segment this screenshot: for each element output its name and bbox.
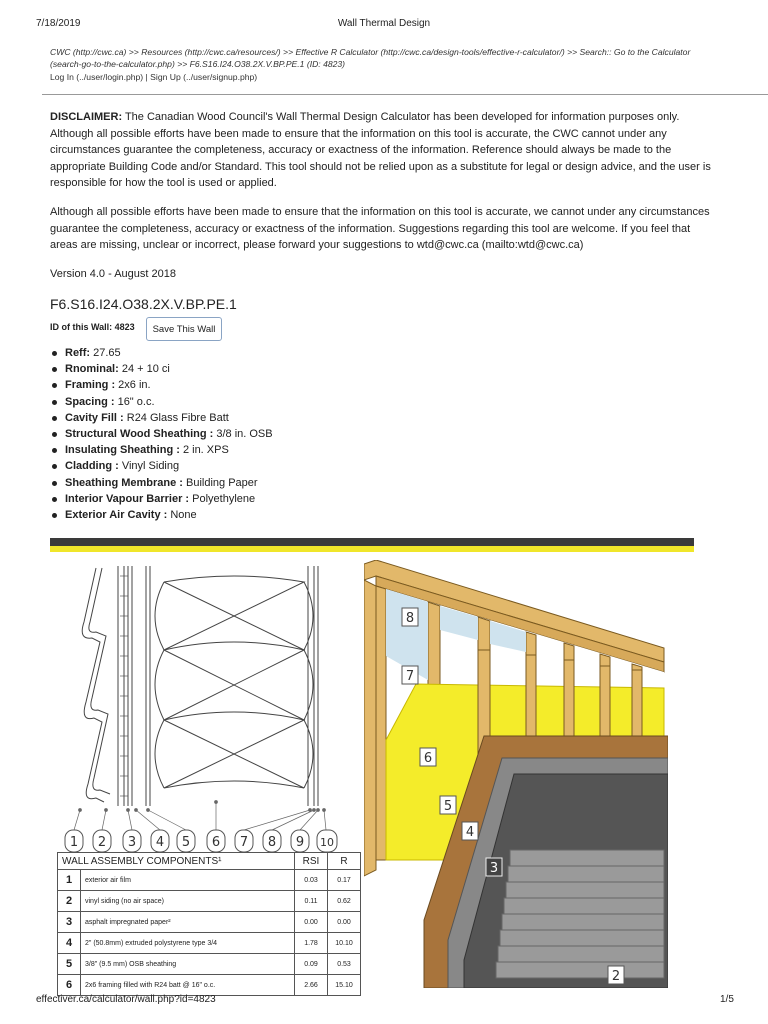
disclaimer-label: DISCLAIMER: xyxy=(50,111,123,123)
property-label: Framing : xyxy=(65,379,116,392)
property-value: Building Paper xyxy=(182,476,258,489)
row-description: asphalt impregnated paper² xyxy=(81,912,295,933)
property-item xyxy=(50,491,273,507)
property-value: 3/8 in. OSB xyxy=(213,427,273,440)
row-description: vinyl siding (no air space) xyxy=(81,891,295,912)
property-label: Sheathing Membrane : xyxy=(65,476,183,489)
property-item xyxy=(50,345,273,361)
disclaimer xyxy=(50,109,720,192)
property-value: Polyethylene xyxy=(189,492,256,505)
row-r: 0.17 xyxy=(328,870,361,891)
page-number: 1/5 xyxy=(720,994,734,1005)
row-number: 6 xyxy=(58,975,81,996)
version-text: Version 4.0 - August 2018 xyxy=(50,268,176,280)
row-rsi: 0.11 xyxy=(295,891,328,912)
table-row xyxy=(58,891,361,912)
table-row xyxy=(58,912,361,933)
illustration-number: 3 xyxy=(489,861,499,876)
row-r: 0.62 xyxy=(328,891,361,912)
row-number: 4 xyxy=(58,933,81,954)
property-item xyxy=(50,410,273,426)
suggestions-paragraph: Although all possible efforts have been made to ensure that the information on this tool is accurate, we cannot under any circumstances guarantee the completeness, accuracy or exactness of the information. Suggestions regarding this tool are welcome. If you feel that areas are missing, unclear or incorrect, please forward your suggestions to wtd@cwc.ca (mailto:wtd@cwc.ca) xyxy=(50,206,710,251)
signup-link[interactable]: Sign Up (../user/signup.php) xyxy=(150,72,258,82)
print-date: 7/18/2019 xyxy=(36,18,81,29)
section-number: 7 xyxy=(239,835,249,850)
section-number: 4 xyxy=(155,835,165,850)
property-value: 2 in. XPS xyxy=(179,444,229,457)
section-number: 2 xyxy=(97,835,107,850)
illustration-number: 2 xyxy=(611,969,621,984)
row-r: 10.10 xyxy=(328,933,361,954)
header-divider xyxy=(42,94,768,95)
auth-separator: | xyxy=(143,72,151,82)
row-r: 0.00 xyxy=(328,912,361,933)
row-number: 2 xyxy=(58,891,81,912)
property-value: 16" o.c. xyxy=(114,395,155,408)
section-number: 10 xyxy=(320,836,334,849)
wall-properties xyxy=(50,345,273,523)
illustration-number: 5 xyxy=(443,799,453,814)
row-description: exterior air film xyxy=(81,870,295,891)
property-label: Spacing : xyxy=(65,395,115,408)
row-description: 2" (50.8mm) extruded polystyrene type 3/4 xyxy=(81,933,295,954)
property-item xyxy=(50,394,273,410)
row-rsi: 1.78 xyxy=(295,933,328,954)
row-number: 1 xyxy=(58,870,81,891)
table-row xyxy=(58,933,361,954)
property-label: Exterior Air Cavity : xyxy=(65,508,168,521)
property-value: 27.65 xyxy=(90,347,121,359)
property-item xyxy=(50,475,273,491)
illustration-number: 8 xyxy=(405,611,415,626)
table-header-row xyxy=(58,853,361,870)
property-item xyxy=(50,361,273,377)
row-rsi: 0.00 xyxy=(295,912,328,933)
auth-links xyxy=(50,72,257,82)
property-item xyxy=(50,426,273,442)
property-label: Interior Vapour Barrier : xyxy=(65,492,190,505)
column-header: RSI xyxy=(295,853,328,870)
section-number: 5 xyxy=(181,835,191,850)
row-rsi: 2.66 xyxy=(295,975,328,996)
wall-code: F6.S16.I24.O38.2X.V.BP.PE.1 xyxy=(50,296,237,312)
property-label: Cavity Fill : xyxy=(65,411,124,424)
wall-section-diagram xyxy=(56,562,342,854)
row-r: 15.10 xyxy=(328,975,361,996)
section-number: 3 xyxy=(127,835,137,850)
divider-yellow xyxy=(50,546,694,552)
property-value: 24 + 10 ci xyxy=(118,363,170,376)
row-r: 0.53 xyxy=(328,954,361,975)
row-number: 3 xyxy=(58,912,81,933)
table-row xyxy=(58,954,361,975)
property-item xyxy=(50,507,273,523)
section-number: 1 xyxy=(69,835,79,850)
property-value: 2x6 in. xyxy=(115,379,151,392)
property-label: Reff: xyxy=(65,347,91,359)
table-row xyxy=(58,975,361,996)
print-title: Wall Thermal Design xyxy=(337,18,431,29)
row-number: 5 xyxy=(58,954,81,975)
column-header: R xyxy=(328,853,361,870)
illustration-number: 6 xyxy=(423,751,433,766)
row-rsi: 0.03 xyxy=(295,870,328,891)
footer-url: effectiver.ca/calculator/wall.php?id=4823 xyxy=(36,994,216,1005)
property-label: Rnominal: xyxy=(65,363,119,376)
row-description: 3/8" (9.5 mm) OSB sheathing xyxy=(81,954,295,975)
disclaimer-text: The Canadian Wood Council's Wall Thermal Design Calculator has been developed for information purposes only. Although all possible efforts have been made to ensure that the information on this tool is accurate, the CWC cannot under any circumstances guarantee the completeness, accuracy or exactness of the information. Reference should always be made to the appropriate Building Code and/or Standard. This tool should not be relied upon as a substitute for legal or design advice, and the user is responsible for how the tool is used or applied. xyxy=(50,111,711,189)
breadcrumb[interactable]: CWC (http://cwc.ca) >> Resources (http://cwc.ca/resources/) >> Effective R Calculator (http://cwc.ca/design-tools/effective-r-calculator/) >> Search:: Go to the Calculator (search-go-to-the-calculator.php) >> F6.S16.I24.O38.2X.V.BP.PE.1 (ID: 4823) xyxy=(50,47,691,69)
row-rsi: 0.09 xyxy=(295,954,328,975)
login-link[interactable]: Log In (../user/login.php) xyxy=(50,72,144,82)
divider-dark xyxy=(50,538,694,546)
property-value: Vinyl Siding xyxy=(118,460,180,473)
column-header: WALL ASSEMBLY COMPONENTS¹ xyxy=(58,853,295,870)
save-wall-button[interactable]: Save This Wall xyxy=(146,317,222,341)
illustration-number: 4 xyxy=(465,825,475,840)
property-value: None xyxy=(167,508,197,521)
property-item xyxy=(50,377,273,393)
section-number: 6 xyxy=(211,835,221,850)
section-number: 9 xyxy=(295,835,305,850)
row-description: 2x6 framing filled with R24 batt @ 16" o.c. xyxy=(81,975,295,996)
wall-id: ID of this Wall: 4823 xyxy=(50,322,135,332)
property-label: Cladding : xyxy=(65,460,119,473)
section-number: 8 xyxy=(267,835,277,850)
property-item xyxy=(50,458,273,474)
property-label: Structural Wood Sheathing : xyxy=(65,427,214,440)
components-table xyxy=(57,852,361,996)
property-item xyxy=(50,442,273,458)
property-value: R24 Glass Fibre Batt xyxy=(123,411,229,424)
wall-illustration xyxy=(364,560,668,988)
illustration-number: 7 xyxy=(405,669,415,684)
property-label: Insulating Sheathing : xyxy=(65,444,180,457)
table-row xyxy=(58,870,361,891)
